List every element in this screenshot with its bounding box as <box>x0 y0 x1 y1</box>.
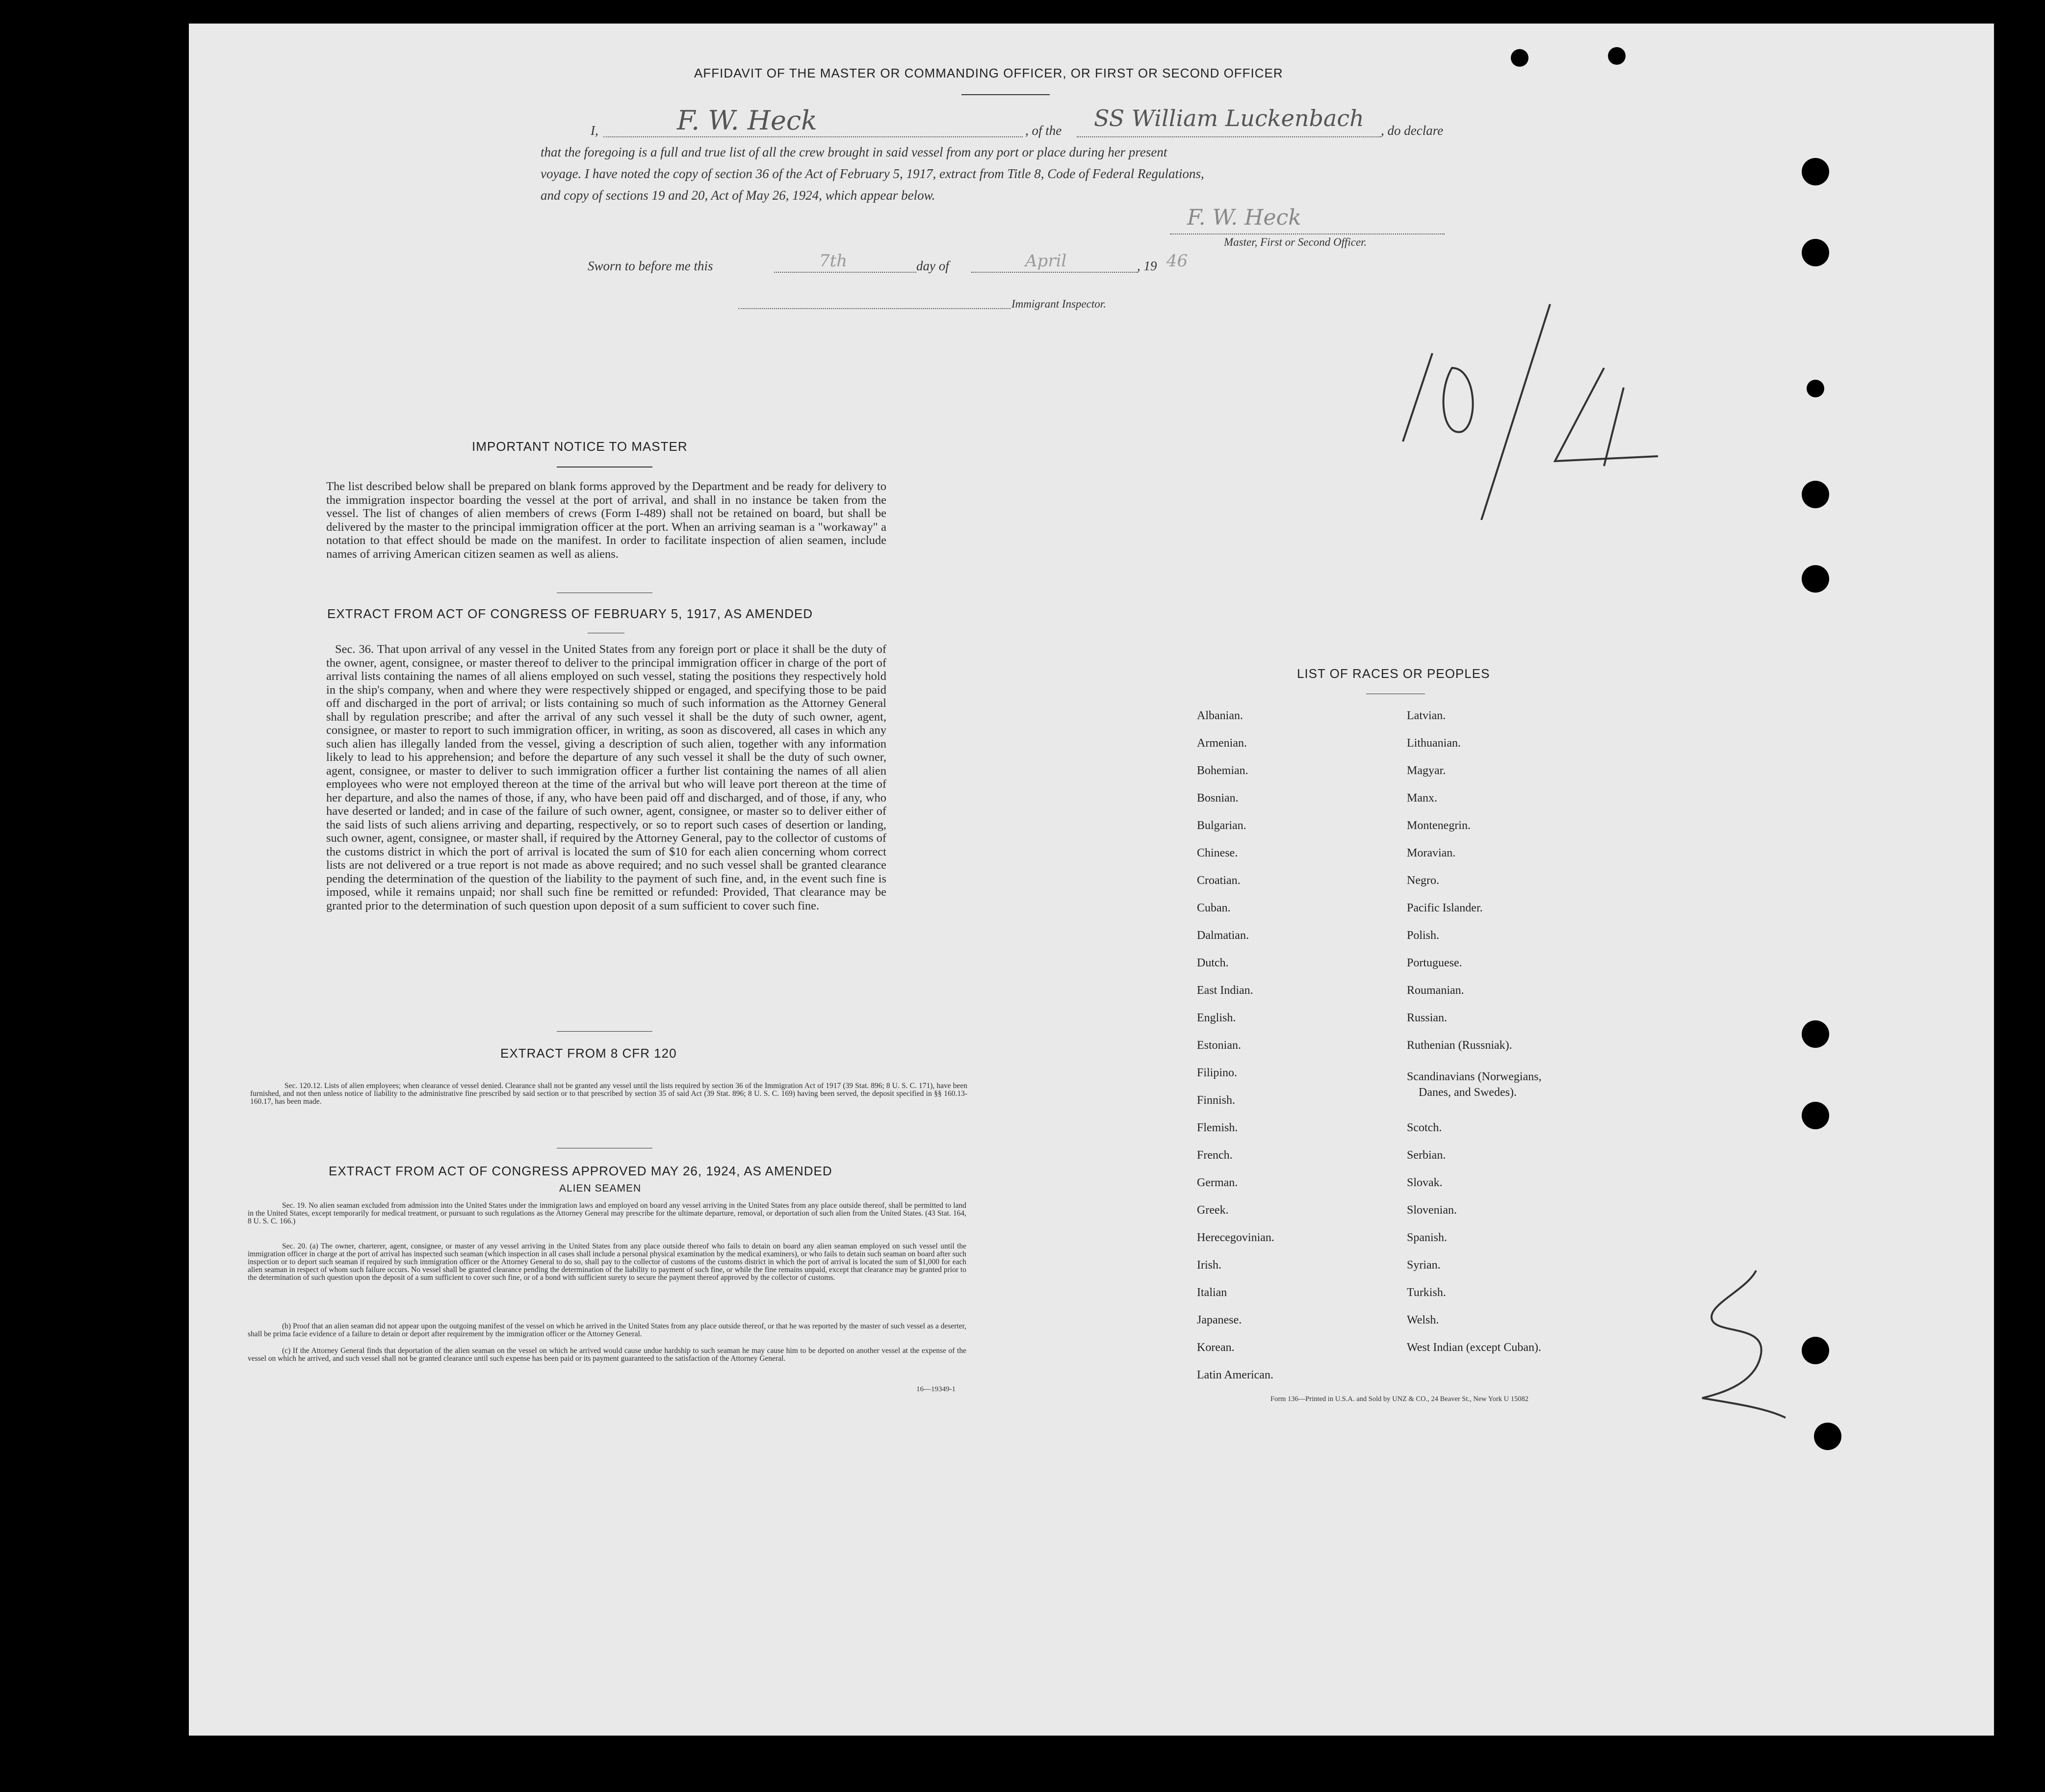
binder-hole <box>1802 1337 1829 1364</box>
race-item: Scotch. <box>1407 1121 1442 1134</box>
sworn-label: Sworn to before me this <box>588 259 713 273</box>
race-item: Japanese. <box>1197 1314 1242 1326</box>
title-rule <box>961 94 1050 95</box>
extract-1924-title: EXTRACT FROM ACT OF CONGRESS APPROVED MAY 26, 1924, AS AMENDED <box>329 1164 832 1178</box>
race-item: Polish. <box>1407 929 1440 942</box>
race-item: English. <box>1197 1012 1236 1024</box>
race-item: Greek. <box>1197 1204 1229 1217</box>
race-item: Montenegrin. <box>1407 819 1471 832</box>
vessel-name: SS William Luckenbach <box>1094 105 1364 131</box>
race-item: Turkish. <box>1407 1286 1446 1299</box>
of-the-label: , of the <box>1025 123 1062 138</box>
sworn-month-line <box>971 272 1138 273</box>
name-line <box>603 136 1023 137</box>
race-item: Irish. <box>1197 1259 1221 1272</box>
race-item: German. <box>1197 1176 1238 1189</box>
race-item: Albanian. <box>1197 709 1243 722</box>
master-label: Master, First or Second Officer. <box>1224 236 1367 248</box>
race-item: Serbian. <box>1407 1149 1446 1162</box>
sworn-month: April <box>1025 251 1067 271</box>
vessel-line <box>1077 136 1381 137</box>
race-item: Latin American. <box>1197 1369 1273 1381</box>
binder-hole <box>1802 1020 1829 1048</box>
sworn-day: 7th <box>819 251 848 271</box>
sworn-day-line <box>774 272 916 273</box>
race-item: Chinese. <box>1197 847 1238 859</box>
race-item: Italian <box>1197 1286 1227 1299</box>
extract-cfr-title: EXTRACT FROM 8 CFR 120 <box>500 1046 677 1061</box>
race-item: Portuguese. <box>1407 957 1462 969</box>
extract-1924-subtitle: ALIEN SEAMEN <box>559 1183 642 1194</box>
race-item: Lithuanian. <box>1407 737 1461 750</box>
race-item: West Indian (except Cuban). <box>1407 1341 1541 1354</box>
race-item: Moravian. <box>1407 847 1456 859</box>
race-item: Dutch. <box>1197 957 1229 969</box>
race-item: Danes, and Swedes). <box>1419 1086 1517 1099</box>
race-item: Flemish. <box>1197 1121 1238 1134</box>
extract-1924-sec20c: (c) If the Attorney General finds that deportation of the alien seaman on the vessel on which he arrived would cause undue hardship to such seaman he may cause him to be deported on another vessel at the expense of the vessel on which he arrived, and such vessel shall not be granted clearance until such expense has been paid or its payment guaranteed to the satisfaction of the Attorney General. <box>248 1347 966 1363</box>
binder-hole <box>1802 1102 1829 1129</box>
notice-title: IMPORTANT NOTICE TO MASTER <box>472 439 688 454</box>
affidavit-body-3: and copy of sections 19 and 20, Act of May 26, 1924, which appear below. <box>541 188 935 203</box>
binder-hole <box>1802 481 1829 508</box>
binder-hole <box>1802 158 1829 185</box>
race-item: French. <box>1197 1149 1233 1162</box>
race-item: East Indian. <box>1197 984 1253 997</box>
race-item: Slovak. <box>1407 1176 1443 1189</box>
extract-1917-title: EXTRACT FROM ACT OF CONGRESS OF FEBRUARY 5, 1917, AS AMENDED <box>327 606 813 621</box>
sworn-year: 46 <box>1166 251 1188 271</box>
race-item: Roumanian. <box>1407 984 1464 997</box>
race-item: Slovenian. <box>1407 1204 1457 1217</box>
race-item: Dalmatian. <box>1197 929 1249 942</box>
affidavit-body-1: that the foregoing is a full and true list of all the crew brought in said vessel from any port or place during her present <box>541 145 1167 159</box>
inspector-label: Immigrant Inspector. <box>1011 298 1106 310</box>
declare-label: , do declare <box>1381 123 1444 138</box>
race-item: Armenian. <box>1197 737 1247 750</box>
race-item: Welsh. <box>1407 1314 1439 1326</box>
notice-body: The list described below shall be prepared on blank forms approved by the Department and be ready for delivery to the immigration inspector boarding the vessel at the port of arrival, and shall in no instance be taken from the vessel. The list of changes of alien members of crews (Form I-489) shall not be retained on board, but shall be delivered by the master to the principal immigration officer at the port. When an arriving seaman is a "workaway" a notation to that effect should be made on the manifest. In order to facilitate inspection of alien seamen, include names of arriving American citizen seamen as well as aliens. <box>326 480 886 561</box>
form-code: 16—19349-1 <box>916 1385 956 1393</box>
race-item: Latvian. <box>1407 709 1446 722</box>
binder-hole <box>1807 380 1824 397</box>
race-item: Pacific Islander. <box>1407 902 1483 914</box>
extract-cfr-body: Sec. 120.12. Lists of alien employees; when clearance of vessel denied. Clearance shall not be granted any vessel until the lists required by section 36 of the Immigration Act of 1917 (39 Stat. 896; 8 U. S. C. 171), have been furnished, and not then unless notice of liability to the administrative fine prescribed by said section or to that prescribed by section 35 of said Act (39 Stat. 896; 8 U. S. C. 169) having been served, the deposit specified in §§ 160.13-160.17, has been made. <box>250 1082 967 1106</box>
extract-1924-sec20a: Sec. 20. (a) The owner, charterer, agent, consignee, or master of any vessel arriving in the United States from any place outside thereof who fails to detain on board any alien seaman employed on such vessel until the immigration officer in charge at the port of arrival has inspected such seaman (which inspection in all cases shall include a personal physical examination by the medical examiners), or who fails to detain such seaman on board after such inspection or to deport such seaman if required by such immigration officer or the Attorney General to do so, shall pay to the collector of customs of the customs district in which the port of arrival is located the sum of $1,000 for each alien seaman in respect of whom such failure occurs. No vessel shall be granted clearance pending the determination of the liability to payment of such fine, or while the fine remains unpaid, except that clearance may be granted prior to the determination of such question upon the deposit of a sum sufficient to cover such fine, or of a bond with sufficient surety to secure the payment thereof approved by the collector of customs. <box>248 1242 966 1282</box>
binder-hole <box>1814 1423 1841 1450</box>
binder-hole <box>1802 565 1829 593</box>
declarant-label: I, <box>591 123 598 138</box>
race-item: Croatian. <box>1197 874 1241 887</box>
binder-hole <box>1802 239 1829 266</box>
race-item: Cuban. <box>1197 902 1231 914</box>
master-signature: F. W. Heck <box>1187 205 1301 230</box>
race-item: Bosnian. <box>1197 792 1239 805</box>
binder-hole <box>1608 47 1626 65</box>
race-item: Scandinavians (Norwegians, <box>1407 1070 1542 1083</box>
race-item: Ruthenian (Russniak). <box>1407 1039 1512 1052</box>
handwritten-mark <box>1393 294 1687 520</box>
race-item: Russian. <box>1407 1012 1448 1024</box>
race-item: Magyar. <box>1407 764 1446 777</box>
printer-line: Form 136—Printed in U.S.A. and Sold by UNZ & CO., 24 Beaver St., New York U 15082 <box>1270 1395 1529 1403</box>
race-item: Herecegovinian. <box>1197 1231 1274 1244</box>
affidavit-title: AFFIDAVIT OF THE MASTER OR COMMANDING OFFICER, OR FIRST OR SECOND OFFICER <box>694 66 1283 80</box>
race-item: Syrian. <box>1407 1259 1441 1272</box>
handwritten-scrawl <box>1687 1261 1795 1428</box>
affidavit-body-2: voyage. I have noted the copy of section 36 of the Act of February 5, 1917, extract from Title 8, Code of Federal Regulations, <box>541 166 1204 181</box>
year-label: , 19 <box>1137 259 1157 273</box>
race-item: Filipino. <box>1197 1066 1238 1079</box>
race-item: Bohemian. <box>1197 764 1248 777</box>
race-item: Estonian. <box>1197 1039 1241 1052</box>
extract-1924-sec20b: (b) Proof that an alien seaman did not appear upon the outgoing manifest of the vessel on which he arrived in the United States from any place outside thereof, or that he was reported by the master of such vessel as a deserter, shall be prima facie evidence of a failure to detain or deport after requirement by the immigration officer or the Attorney General. <box>248 1322 966 1338</box>
race-item: Spanish. <box>1407 1231 1448 1244</box>
extract-1917-body: Sec. 36. That upon arrival of any vessel in the United States from any foreign port or place it shall be the duty of the owner, agent, consignee, or master thereof to deliver to the principal immigration officer in charge of the port of arrival lists containing the names of all aliens employed on such vessel, stating the positions they respectively hold in the ship's company, when and where they were respectively shipped or engaged, and specifying those to be paid off and discharged in the port of arrival; or lists containing so much of such information as the Attorney General shall by regulation prescribe; and after the arrival of any such vessel it shall be the duty of such owner, agent, consignee, or master to report to such immigration officer, in writing, as soon as discovered, all cases in which any such alien has illegally landed from the vessel, giving a description of such alien, together with any information likely to lead to his apprehension; and before the departure of any such vessel it shall be the duty of such owner, agent, consignee, or master to deliver to such immigration officer a further list containing the names of all alien employees who were not employed thereon at the time of the arrival but who will leave port thereon at the time of her departure, and also the names of those, if any, who have been paid off and discharged, and of those, if any, who have deserted or landed; and in case of the failure of such owner, agent, consignee, or master so to deliver either of the said lists of such aliens arriving and departing, respectively, or so to report such cases of desertion or landing, such owner, agent, consignee, or master shall, if required by the Attorney General, pay to the collector of customs of the customs district in which the port of arrival is located the sum of $10 for each alien concerning whom correct lists are not delivered or a true report is not made as above required; and no such vessel shall be granted clearance pending the determination of the question of the liability to the payment of such fine, and, in the event such fine is imposed, while it remains unpaid; nor shall such fine be remitted or refunded: Provided, That clearance may be granted prior to the determination of such question upon deposit of a sum sufficient to cover such fine. <box>326 643 886 912</box>
race-item: Manx. <box>1407 792 1437 805</box>
races-title: LIST OF RACES OR PEOPLES <box>1297 666 1490 681</box>
extract-1917-end-rule <box>557 1031 652 1032</box>
race-item: Korean. <box>1197 1341 1235 1354</box>
master-name: F. W. Heck <box>677 105 817 136</box>
race-item: Finnish. <box>1197 1094 1236 1107</box>
inspector-signature-line <box>738 308 1010 309</box>
extract-1924-sec19: Sec. 19. No alien seaman excluded from admission into the United States under the immigration laws and employed on board any vessel arriving in the United States from any place outside thereof, shall be permitted to land in the United States, except temporarily for medical treatment, or pursuant to such regulations as the Attorney General may prescribe for the ultimate departure, removal, or deportation of such alien from the United States. (43 Stat. 164, 8 U. S. C. 166.) <box>248 1201 966 1225</box>
day-of-label: day of <box>916 259 949 273</box>
binder-hole <box>1511 49 1528 67</box>
race-item: Bulgarian. <box>1197 819 1246 832</box>
race-item: Negro. <box>1407 874 1439 887</box>
